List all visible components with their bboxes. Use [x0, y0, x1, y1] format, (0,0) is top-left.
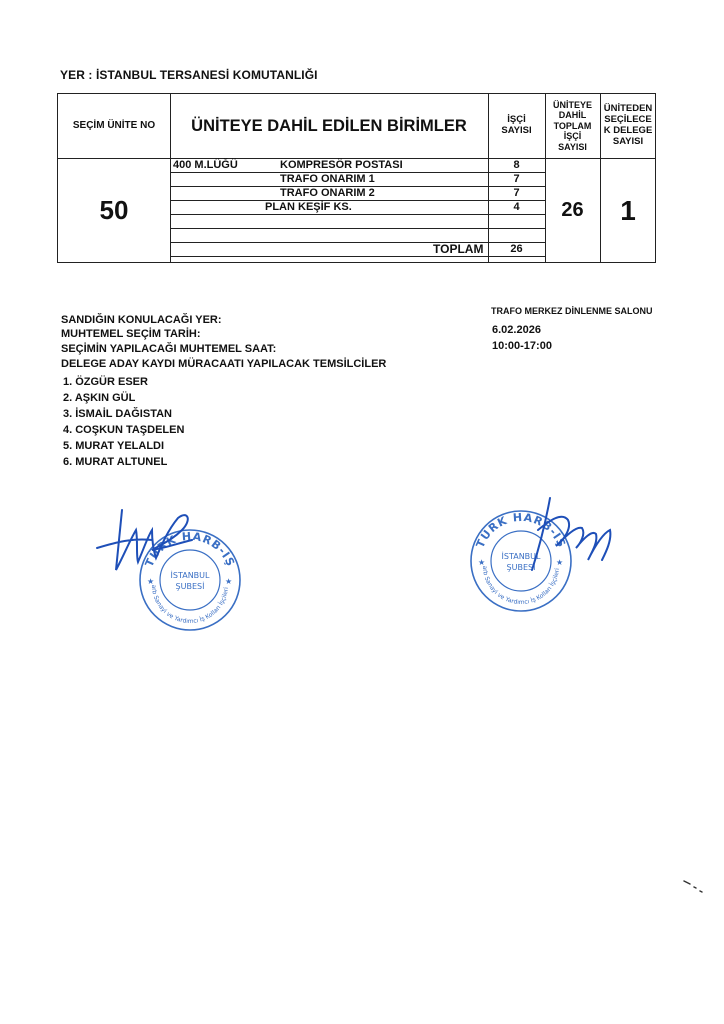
header-total-line: TOPLAM [553, 120, 592, 131]
stamp-inner-line: İSTANBUL [501, 552, 541, 561]
signature-left [92, 500, 202, 580]
total-label: TOPLAM [433, 242, 484, 256]
unit-name: PLAN KEŞİF KS. [265, 201, 352, 213]
header-workers-line: İŞÇİ [507, 114, 526, 126]
header-workers-line: SAYISI [501, 125, 532, 136]
unit-count: 7 [513, 173, 520, 185]
stamp-ring-text: arb Sanayi ve Yardımcı İş Kolları İşçileri [480, 565, 561, 607]
ballot-place-value: TRAFO MERKEZ DİNLENME SALONU [491, 306, 653, 316]
table-divider [170, 256, 545, 257]
unit-count: 4 [513, 201, 520, 213]
header-total-workers [545, 94, 600, 158]
representatives-title: DELEGE ADAY KAYDI MÜRACAATI YAPILACAK TEMSİLCİLER [61, 358, 387, 370]
table-divider [170, 228, 545, 229]
header-total-line: İŞÇİ [563, 131, 582, 142]
header-delegate-line: K DELEGE [603, 125, 653, 136]
table-divider [170, 214, 545, 215]
header-total-line: ÜNİTEYE [552, 100, 592, 111]
svg-text:★: ★ [225, 577, 233, 586]
unit-count: 7 [513, 187, 520, 199]
header-total-line: DAHİL [558, 110, 587, 121]
representative-item: 4. COŞKUN TAŞDELEN [63, 424, 185, 436]
total-value: 26 [510, 243, 523, 255]
department-label: 400 M.LÜĞÜ [173, 159, 238, 171]
header-total-line: SAYISI [558, 141, 587, 152]
unit-name: KOMPRESÖR POSTASI [280, 159, 403, 171]
unit-name: TRAFO ONARIM 1 [280, 173, 375, 185]
representative-item: 3. İSMAİL DAĞISTAN [63, 408, 172, 420]
election-date-value: 6.02.2026 [492, 324, 541, 336]
representative-item: 6. MURAT ALTUNEL [63, 456, 168, 468]
header-unit-no: SEÇİM ÜNİTE NO [72, 120, 156, 132]
stamp-inner-line: ŞUBESİ [506, 563, 536, 572]
unit-total-workers: 26 [561, 199, 584, 221]
representative-item: 5. MURAT YELALDI [63, 440, 165, 452]
svg-text:★: ★ [556, 558, 564, 567]
units-table [57, 93, 656, 263]
scan-mark [680, 876, 710, 896]
election-time-value: 10:00-17:00 [492, 340, 552, 352]
signature-right [510, 490, 620, 580]
unit-name: TRAFO ONARIM 2 [280, 187, 375, 199]
stamp-inner-line: İSTANBUL [170, 571, 210, 580]
header-workers [488, 94, 545, 158]
header-delegate-line: SEÇİLECE [604, 114, 652, 126]
election-date-label: MUHTEMEL SEÇİM TARİH: [61, 328, 201, 340]
header-units: ÜNİTEYE DAHİL EDİLEN BİRİMLER [191, 116, 467, 135]
location-header: YER : İSTANBUL TERSANESİ KOMUTANLIĞI [60, 68, 318, 82]
svg-text:★: ★ [147, 577, 155, 586]
representative-item: 1. ÖZGÜR ESER [63, 376, 148, 388]
header-delegate-line: SAYISI [612, 135, 644, 147]
header-delegate-line: ÜNİTEDEN [603, 103, 653, 115]
svg-text:★: ★ [478, 558, 486, 567]
stamp-ring-text: arb Sanayi ve Yardımcı İş Kolları İşçileri [149, 584, 230, 626]
delegate-count: 1 [620, 194, 636, 226]
header-delegates [600, 94, 656, 158]
stamp-inner-line: ŞUBESİ [175, 582, 205, 591]
unit-number: 50 [99, 195, 129, 225]
election-time-label: SEÇİMİN YAPILACAĞI MUHTEMEL SAAT: [61, 343, 277, 355]
stamp-outer-text: TÜRK HARB-İŞ [473, 510, 569, 550]
ballot-place-label: SANDIĞIN KONULACAĞI YER: [61, 314, 222, 326]
unit-count: 8 [513, 159, 520, 171]
representative-item: 2. AŞKIN GÜL [63, 392, 136, 404]
stamp-outer-text: TÜRK HARB-İŞ [142, 529, 238, 569]
